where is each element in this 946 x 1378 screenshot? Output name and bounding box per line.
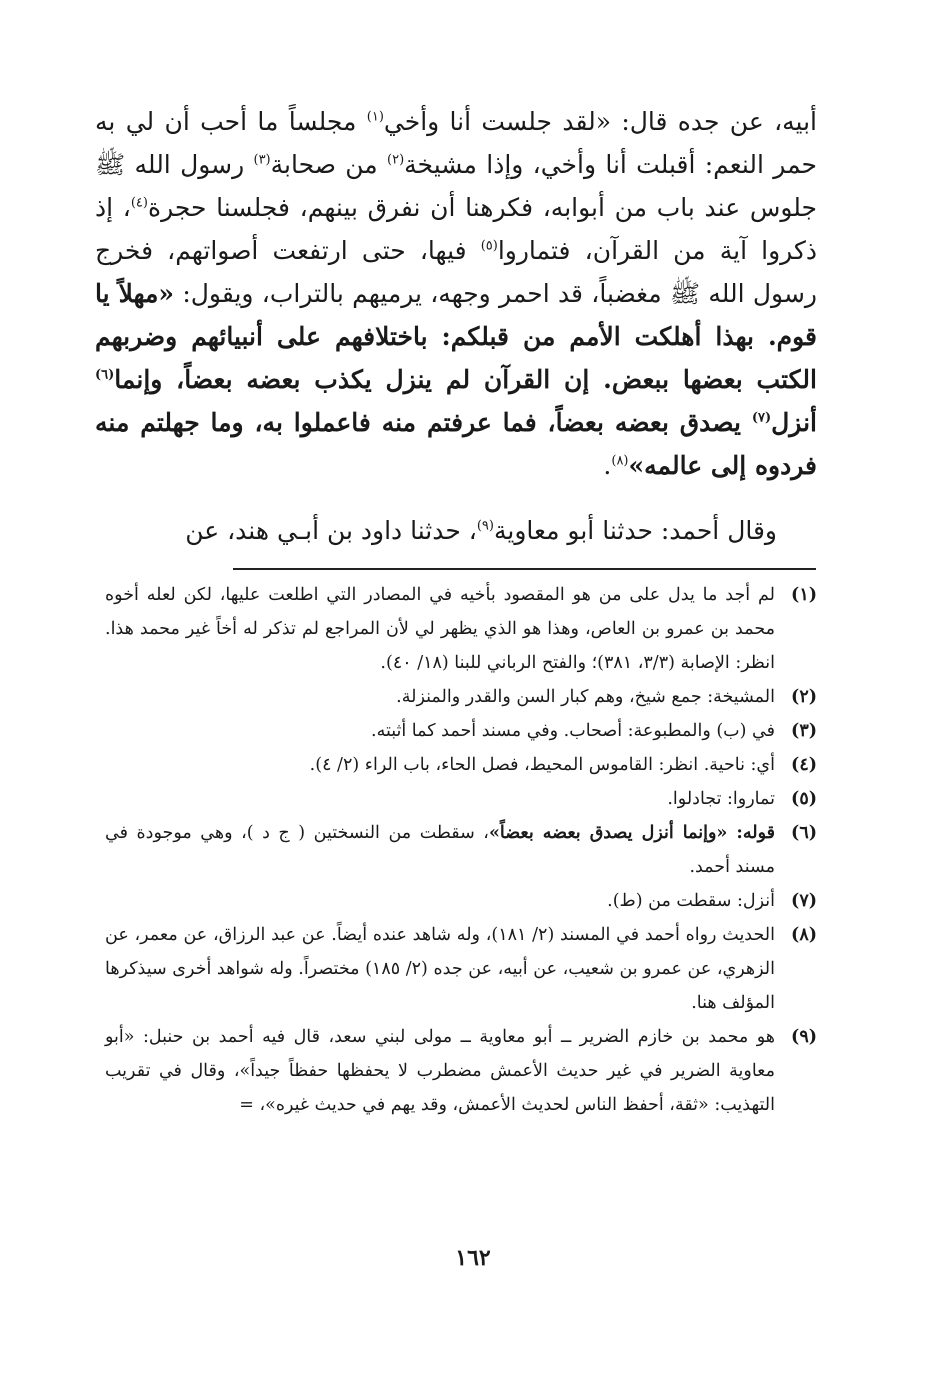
footnote-ref-4[interactable]: (٤) [130, 195, 148, 211]
hadith-quote: «مهلاً يا قوم. بهذا أهلكت الأمم من قبلكم: باختلافهم على أنبيائهم وضربهم الكتب بعضها ببعض. إن القرآن لم ينزل يكذب بعضه بعضاً، وإنما$^{(٦)}$ أنزل$^{(٧)}$ يصدق بعضه بعضاً، فما عرفتم منه فاعملوا به، وما جهلتم منه فردوه إلى عالمه» [95, 279, 817, 480]
main-paragraph-2: وقال أحمد: حدثنا أبو معاوية$^{(٩)}$، حدثنا داود بن أبـي هند، عن [185, 516, 777, 545]
footnote-ref-5[interactable]: (٥) [480, 238, 498, 254]
footnote-ref-2[interactable]: (٢) [387, 152, 405, 168]
footnotes [105, 578, 817, 1122]
footnote-ref-6[interactable]: (٦) [95, 367, 115, 383]
footnote-ref-3[interactable]: (٣) [253, 152, 271, 168]
main-paragraph-1: أبيه، عن جده قال: «لقد جلست أنا وأخي$^{(١)}$ مجلساً ما أحب أن لي به حمر النعم: أقبلت أنا وأخي، وإذا مشيخة$^{(٢)}$ من صحابة$^{(٣)}$ رسول الله ﷺ جلوس عند باب من أبوابه، فكرهنا أن نفرق بينهم، فجلسنا حجرة$^{(٤)}$، إذ ذكروا آية من القرآن، فتماروا$^{(٥)}$ فيها، حتى ارتفعت أصواتهم، فخرج رسول الله ﷺ مغضباً، قد احمر وجهه، يرميهم بالتراب، ويقول: «مهلاً يا قوم. بهذا أهلكت الأمم من قبلكم: باختلافهم على أنبيائهم وضربهم الكتب بعضها ببعض. إن القرآن لم ينزل يكذب بعضه بعضاً، وإنما$^{(٦)}$ أنزل$^{(٧)}$ يصدق بعضه بعضاً، فما عرفتم منه فاعملوا به، وما جهلتم منه فردوه إلى عالمه»$^{(٨)}$. [95, 107, 818, 480]
page-number: ١٦٢ [455, 1245, 491, 1271]
footnote-8: (٨) الحديث رواه أحمد في المسند (٢/ ١٨١)، وله شاهد عنده أيضاً. عن عبد الرزاق، عن معمر، عن الزهري، عن عمرو بن شعيب، عن أبيه، عن جده (٢/ ١٨٥) مختصراً. وله شواهد أخرى سيذكرها المؤلف هنا. [105, 925, 817, 1013]
footnote-ref-1[interactable]: (١) [366, 109, 384, 125]
footnote-ref-8[interactable]: (٨) [611, 453, 629, 469]
footnote-1: (١) لم أجد ما يدل على من هو المقصود بأخيه في المصادر التي اطلعت عليها، لكن لعله أخوه محمد بن عمرو بن العاص، وهذا هو الذي يظهر لي لأن المراجع لم تذكر له أخاً غير محمد هذا. انظر: الإصابة (٣/٣، ٣٨١)؛ والفتح الرباني للبنا (١٨/ ٤٠). [105, 585, 817, 673]
footnote-separator [233, 568, 816, 570]
main-body [95, 100, 817, 552]
footnote-ref-7[interactable]: (٧) [751, 410, 772, 426]
footnote-5: (٥) تماروا: تجادلوا. [667, 789, 817, 809]
footnote-4: (٤) أي: ناحية. انظر: القاموس المحيط، فصل الحاء، باب الراء (٢/ ٤). [309, 755, 817, 775]
footnote-3: (٣) في (ب) والمطبوعة: أصحاب. وفي مسند أحمد كما أثبته. [371, 721, 817, 741]
footnote-9: (٩) هو محمد بن خازم الضرير ــ أبو معاوية ــ مولى لبني سعد، قال فيه أحمد بن حنبل: «أبو معاوية الضرير في غير حديث الأعمش مضطرب لا يحفظها حفظاً جيداً»، وقال في تقريب التهذيب: «ثقة، أحفظ الناس لحديث الأعمش، وقد يهم في حديث غيره»، = [105, 1027, 817, 1115]
footnote-7: (٧) أنزل: سقطت من (ط). [607, 891, 817, 911]
footnote-ref-9[interactable]: (٩) [476, 518, 494, 534]
footnote-2: (٢) المشيخة: جمع شيخ، وهم كبار السن والقدر والمنزلة. [396, 687, 817, 707]
footnote-6: (٦) قوله: «وإنما أنزل يصدق بعضه بعضاً»، سقطت من النسختين ( ج د )، وهي موجودة في مسند أحمد. [105, 823, 817, 877]
main-text [95, 100, 817, 552]
